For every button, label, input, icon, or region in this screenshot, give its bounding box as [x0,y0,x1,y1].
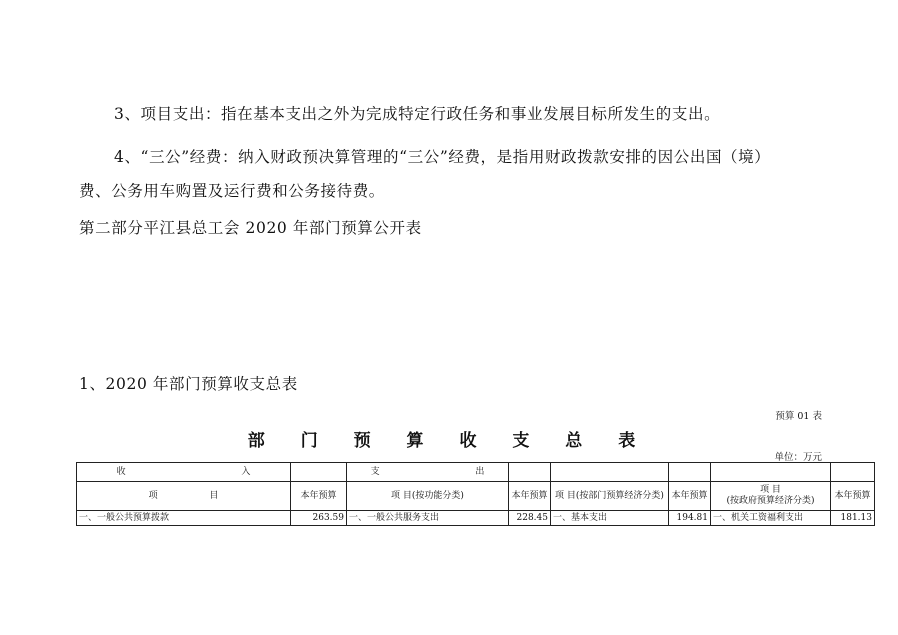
paragraph-three-public-expense: 4、“三公”经费：纳入财政预决算管理的“三公”经费，是指用财政拨款安排的因公出国（境） [114,148,771,166]
col-header-income-item-label: 项 [148,490,158,501]
paragraph-project-expense: 3、项目支出：指在基本支出之外为完成特定行政任务和事业发展目标所发生的支出。 [114,105,721,123]
section-heading-part-two: 第二部分平江县总工会 2020 年部门预算公开表 [79,219,422,237]
dept-group-header-blank-2 [669,463,711,482]
cell-dept-item: 一、基本支出 [551,511,669,526]
col-header-gov-item [711,482,831,511]
table-title: 部 门 预 算 收 支 总 表 [247,431,651,451]
income-group-header [77,463,291,482]
cell-func-amount: 228.45 [509,511,551,526]
col-header-dept-budget: 本年预算 [669,482,711,511]
table-row [77,511,875,526]
cell-gov-amount: 181.13 [831,511,875,526]
income-group-header-blank [291,463,347,482]
col-header-func-budget: 本年预算 [509,482,551,511]
dept-group-header-blank [551,463,669,482]
income-group-label-2: 入 [241,466,251,477]
gov-group-header-blank-2 [831,463,875,482]
cell-income-item: 一、一般公共预算拨款 [77,511,291,526]
expense-group-label-2: 出 [475,466,485,477]
cell-dept-amount: 194.81 [669,511,711,526]
col-header-gov-budget: 本年预算 [831,482,875,511]
paragraph-three-public-expense-cont: 费、公务用车购置及运行费和公务接待费。 [79,182,385,200]
cell-func-item: 一、一般公共服务支出 [347,511,509,526]
table-group-header-row [77,463,875,482]
cell-income-amount: 263.59 [291,511,347,526]
col-header-income-budget: 本年预算 [291,482,347,511]
expense-group-header-blank [509,463,551,482]
section-heading-budget-summary: 1、2020 年部门预算收支总表 [79,375,298,393]
expense-group-header [347,463,509,482]
table-unit: 单位：万元 [774,452,822,463]
budget-summary-table [76,462,875,526]
table-number: 预算 01 表 [775,411,822,422]
col-header-gov-item-line2: (按政府预算经济分类) [726,496,815,506]
col-header-gov-item-line1: 项 目 [760,485,781,495]
expense-group-label: 支 [370,466,380,477]
col-header-income-item-label-2: 目 [209,490,219,501]
gov-group-header-blank [711,463,831,482]
income-group-label: 收 [116,466,126,477]
col-header-income-item [77,482,291,511]
cell-gov-item: 一、机关工资福利支出 [711,511,831,526]
col-header-dept-item: 项 目(按部门预算经济分类) [551,482,669,511]
table-column-header-row [77,482,875,511]
col-header-func-item: 项 目(按功能分类) [347,482,509,511]
